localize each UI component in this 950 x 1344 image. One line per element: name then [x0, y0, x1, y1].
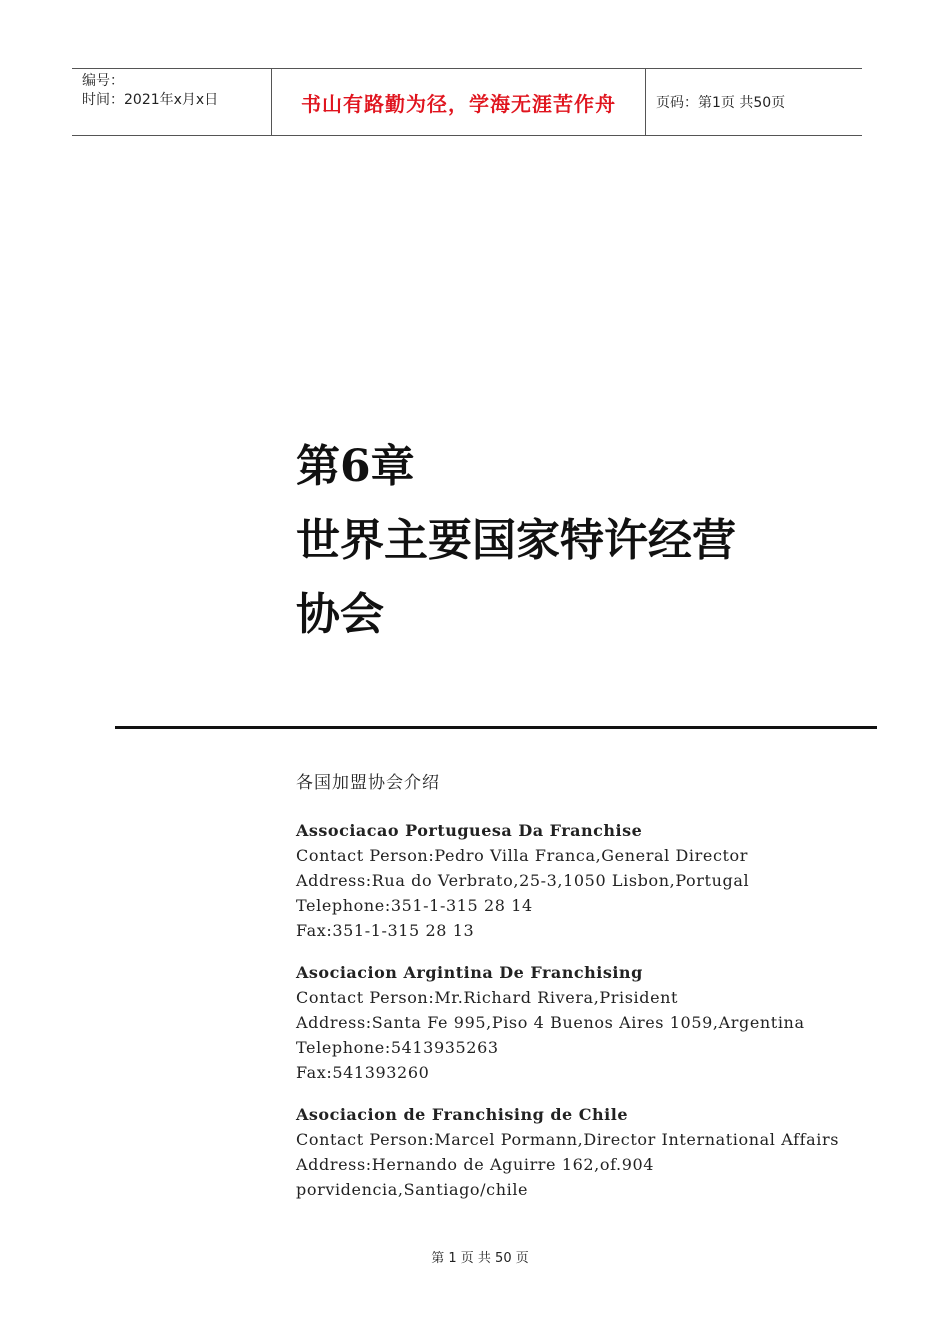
page-footer: 第 1 页 共 50 页 [431, 1251, 529, 1266]
fax: Fax:351-1-315 28 13 [296, 921, 475, 940]
association-name: Asociacion de Franchising de Chile [296, 1105, 628, 1124]
chapter-suffix: 章 [370, 441, 415, 492]
header-number-label: 编号： [82, 73, 124, 89]
header-meta [72, 69, 272, 135]
association-name: Associacao Portuguesa Da Franchise [296, 821, 643, 840]
address-continued: porvidencia,Santiago/chile [296, 1180, 529, 1199]
chapter-title-line-2: 协会 [296, 589, 384, 640]
association-name: Asociacion Argintina De Franchising [296, 963, 643, 982]
contact-person: Contact Person:Pedro Villa Franca,General Director [296, 846, 749, 865]
address: Address:Hernando de Aguirre 162,of.904 [296, 1155, 655, 1174]
association-list [296, 818, 856, 1219]
association-entry [296, 818, 856, 943]
page-header [72, 68, 862, 136]
chapter-number: 6 [340, 441, 371, 492]
telephone: Telephone:5413935263 [296, 1038, 499, 1057]
fax: Fax:541393260 [296, 1063, 430, 1082]
association-entry [296, 960, 856, 1085]
chapter-prefix: 第 [296, 441, 340, 492]
contact-person: Contact Person:Mr.Richard Rivera,Prisident [296, 988, 679, 1007]
section-heading: 各国加盟协会介绍 [296, 773, 440, 793]
association-entry [296, 1102, 856, 1202]
header-page-label: 页码：第1页 共50页 [656, 95, 786, 111]
chapter-title-line-1: 世界主要国家特许经营 [296, 515, 736, 566]
address: Address:Rua do Verbrato,25-3,1050 Lisbon,Portugal [296, 871, 750, 890]
chapter-number-line [296, 430, 736, 504]
address: Address:Santa Fe 995,Piso 4 Buenos Aires 1059,Argentina [296, 1013, 805, 1032]
header-motto: 书山有路勤为径，学海无涯苦作舟 [272, 69, 646, 135]
contact-person: Contact Person:Marcel Pormann,Director International Affairs [296, 1130, 840, 1149]
chapter-title [296, 430, 736, 652]
telephone: Telephone:351-1-315 28 14 [296, 896, 533, 915]
divider-rule [115, 726, 877, 729]
header-time-label: 时间：2021年x月x日 [82, 92, 219, 108]
